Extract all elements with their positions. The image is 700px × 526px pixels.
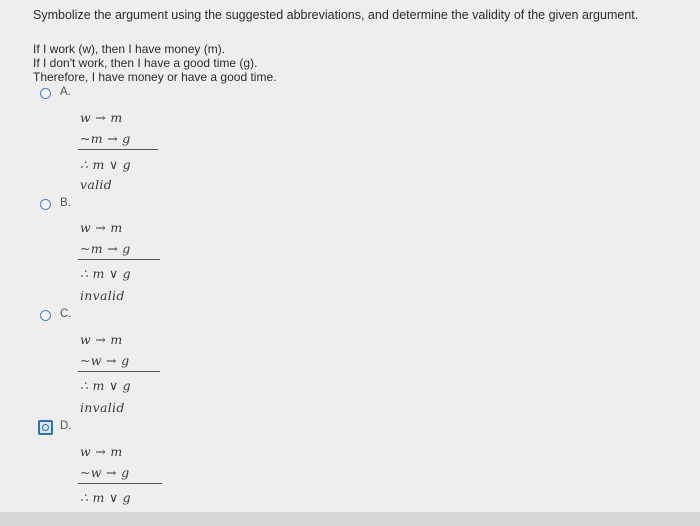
option-c-radio[interactable]: [40, 310, 51, 321]
option-b-radio[interactable]: [40, 199, 51, 210]
option-a-premise-2: ~m → g: [80, 131, 131, 146]
option-a-rule: [78, 149, 158, 150]
question-prompt: Symbolize the argument using the suggested abbreviations, and determine the validity of the given argument.: [33, 8, 639, 22]
option-d-premise-1: w → m: [80, 444, 123, 459]
option-c-premise-1: w → m: [80, 332, 123, 347]
option-c-premise-2: ~w → g: [80, 353, 130, 368]
option-c-conclusion: ∴ m ∨ g: [80, 378, 131, 393]
option-a-premise-1: w → m: [80, 110, 123, 125]
option-d-rule: [78, 483, 162, 484]
option-a-conclusion: ∴ m ∨ g: [80, 157, 131, 172]
option-d-letter: D.: [60, 420, 72, 432]
option-c-rule: [78, 371, 160, 372]
option-c-letter: C.: [60, 308, 72, 320]
premise-2: If I don't work, then I have a good time (g).: [33, 56, 258, 70]
option-a-letter: A.: [60, 86, 71, 98]
option-b-letter: B.: [60, 197, 71, 209]
option-b-premise-1: w → m: [80, 220, 123, 235]
option-d-conclusion: ∴ m ∨ g: [80, 490, 131, 505]
option-b-rule: [78, 259, 160, 260]
option-a-radio[interactable]: [40, 88, 51, 99]
option-b-verdict: invalid: [80, 288, 125, 303]
option-b-conclusion: ∴ m ∨ g: [80, 266, 131, 281]
option-d-premise-2: ~w → g: [80, 465, 130, 480]
premise-1: If I work (w), then I have money (m).: [33, 42, 226, 56]
option-c-verdict: invalid: [80, 400, 125, 415]
premise-3: Therefore, I have money or have a good time.: [33, 70, 277, 84]
bottom-strip: [0, 512, 700, 526]
option-b-premise-2: ~m → g: [80, 241, 131, 256]
argument-premises: [33, 42, 276, 84]
option-a-verdict: valid: [80, 177, 113, 192]
option-d-radio[interactable]: [38, 420, 53, 435]
